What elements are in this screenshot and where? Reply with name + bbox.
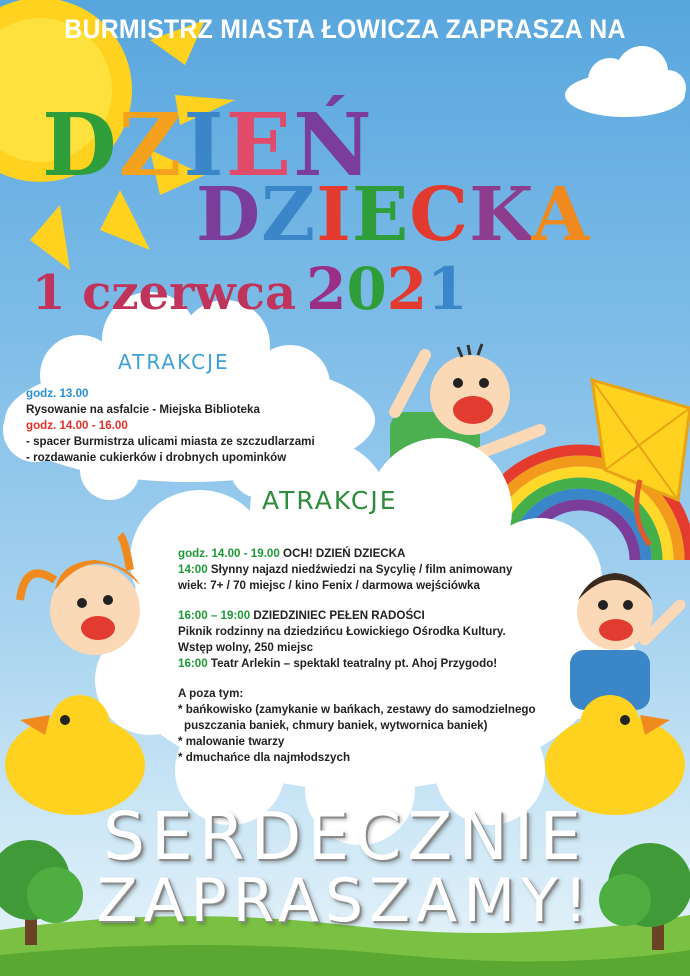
e6-text: Wstęp wolny, 250 miejsc xyxy=(178,641,314,654)
e5-text: Piknik rodzinny na dziedzińcu Łowickiego Ośrodka Kultury. xyxy=(178,625,506,638)
title1-letter-2: I xyxy=(183,95,226,196)
e2-time: 14:00 xyxy=(178,563,208,576)
section2-content xyxy=(178,546,538,766)
year-letter-1: 0 xyxy=(346,255,387,323)
e2-text: Słynny najazd niedźwiedzi na Sycylię / film animowany xyxy=(207,563,513,576)
e4-time: 16:00 – 19:00 xyxy=(178,609,251,622)
section1-line3: - rozdawanie cukierków i drobnych upominków xyxy=(26,451,287,464)
section1-heading: ATRAKCJE xyxy=(118,350,230,374)
section1-time1: godz. 13.00 xyxy=(26,387,89,400)
section1-line1: Rysowanie na asfalcie - Miejska Biblioteka xyxy=(26,403,260,416)
section2-heading: ATRAKCJE xyxy=(262,486,398,515)
e7-text: Teatr Arlekin – spektakl teatralny pt. Ahoj Przygodo! xyxy=(207,657,498,670)
title2-letter-5: K xyxy=(469,172,532,258)
title1-letter-0: D xyxy=(42,95,119,196)
footer-line1: SERDECZNIE xyxy=(103,798,587,875)
title2-letter-0: D xyxy=(196,172,262,258)
e1-time: godz. 14.00 - 19.00 xyxy=(178,547,280,560)
e1-title: OCH! DZIEŃ DZIECKA xyxy=(279,547,406,560)
extra-item-2: * malowanie twarzy xyxy=(178,735,285,748)
event-date xyxy=(32,255,468,323)
year-letter-0: 2 xyxy=(306,255,347,323)
e4-title: DZIEDZINIEC PEŁEN RADOŚCI xyxy=(250,609,425,622)
section1-line2: - spacer Burmistrza ulicami miasta ze szczudlarzami xyxy=(26,435,315,448)
title1-letter-4: Ń xyxy=(293,95,374,196)
year-letter-3: 1 xyxy=(427,255,468,323)
date-day: 1 czerwca xyxy=(32,265,297,321)
year-letter-2: 2 xyxy=(386,255,428,323)
title2-letter-1: Z xyxy=(261,172,317,258)
title2-letter-4: C xyxy=(409,172,470,258)
header-text: BURMISTRZ MIASTA ŁOWICZA ZAPRASZA NA xyxy=(64,14,626,44)
section1-content xyxy=(26,386,346,466)
title2-letter-3: E xyxy=(351,172,410,258)
child-icon xyxy=(20,535,140,655)
title1-letter-3: E xyxy=(225,95,294,196)
footer-line2: ZAPRASZAMY! xyxy=(96,866,594,936)
extra-heading: A poza tym: xyxy=(178,687,244,700)
section1-time2: godz. 14.00 - 16.00 xyxy=(26,419,128,432)
date-year xyxy=(306,255,467,323)
title-dziecka xyxy=(196,172,590,258)
extra-item-3: * dmuchańce dla najmłodszych xyxy=(178,751,351,764)
cloud-icon xyxy=(565,46,686,117)
title1-letter-1: Z xyxy=(118,95,184,196)
extra-item-1b: puszczania baniek, chmury baniek, wytwornica baniek) xyxy=(184,719,488,732)
e3-text: wiek: 7+ / 70 miejsc / kino Fenix / darmowa wejściówka xyxy=(178,579,480,592)
title2-letter-2: I xyxy=(316,172,352,258)
title2-letter-6: A xyxy=(531,172,590,258)
extra-item-1: * bańkowisko (zamykanie w bańkach, zestawy do samodzielnego xyxy=(178,703,536,716)
e7-time: 16:00 xyxy=(178,657,208,670)
